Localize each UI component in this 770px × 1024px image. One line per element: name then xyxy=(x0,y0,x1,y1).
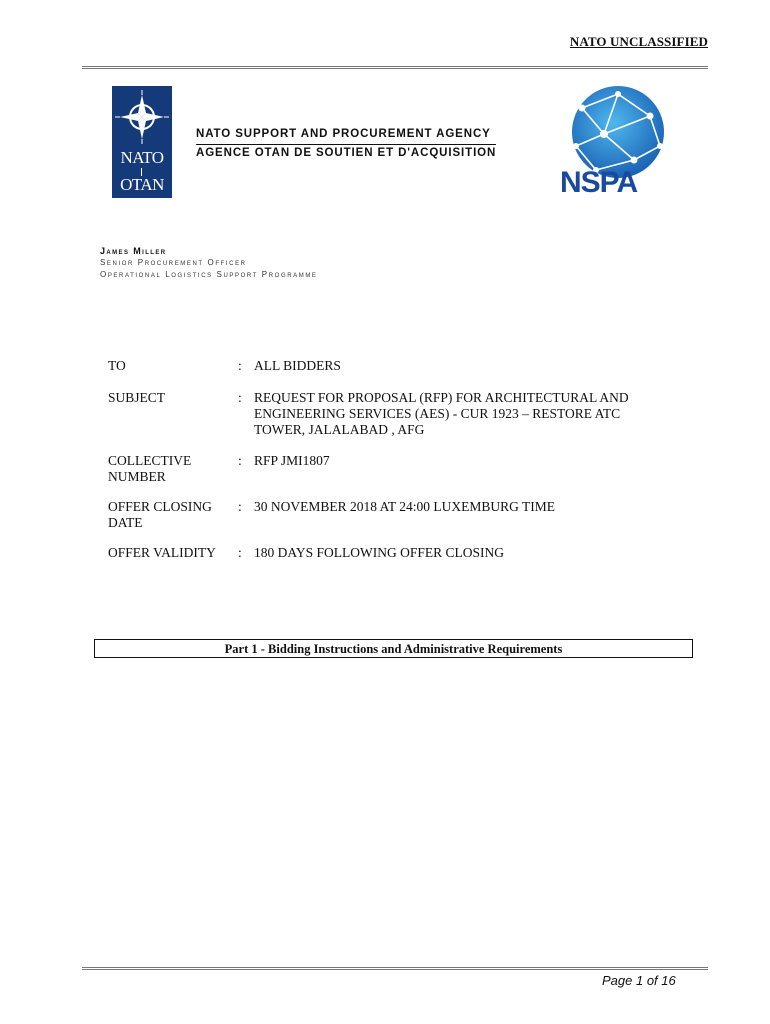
field-row-to xyxy=(108,358,668,374)
field-colon: : xyxy=(238,499,242,514)
sender-programme: Operational Logistics Support Programme xyxy=(100,270,318,279)
field-colon: : xyxy=(238,390,242,405)
nspa-logo-text: NSPA xyxy=(560,166,638,199)
page-number: Page 1 of 16 xyxy=(602,973,676,988)
field-value: 180 DAYS FOLLOWING OFFER CLOSING xyxy=(254,545,505,560)
field-colon: : xyxy=(238,358,242,373)
field-label: OFFER VALIDITY xyxy=(108,545,216,560)
field-row-offer-closing xyxy=(108,499,668,531)
field-label: SUBJECT xyxy=(108,390,166,405)
field-value: RFP JMI1807 xyxy=(254,453,330,468)
agency-name-block xyxy=(196,126,496,162)
nspa-logo xyxy=(556,84,678,200)
classification-marking: NATO UNCLASSIFIED xyxy=(569,34,708,49)
otan-logo-word: OTAN xyxy=(120,175,164,194)
field-label: OFFER CLOSING DATE xyxy=(108,499,212,530)
sender-block xyxy=(100,245,318,281)
field-row-subject xyxy=(108,390,668,438)
footer-divider xyxy=(82,967,708,970)
field-value: REQUEST FOR PROPOSAL (RFP) FOR ARCHITECTURAL AND ENGINEERING SERVICES (AES) - CUR 1923 – RESTORE ATC TOWER, JALALABAD , AFG xyxy=(254,390,629,437)
field-label: COLLECTIVE NUMBER xyxy=(108,453,192,484)
header-divider xyxy=(82,66,708,69)
sender-title: Senior Procurement Officer xyxy=(100,258,247,267)
nato-compass-icon xyxy=(112,86,172,148)
nato-logo xyxy=(112,86,172,198)
agency-name-french: AGENCE OTAN DE SOUTIEN ET D'ACQUISITION xyxy=(196,147,497,159)
agency-name-english: NATO SUPPORT AND PROCUREMENT AGENCY xyxy=(196,126,496,145)
part-title-box: Part 1 - Bidding Instructions and Administrative Requirements xyxy=(94,639,693,658)
sender-name: James Miller xyxy=(100,246,167,256)
field-colon: : xyxy=(238,453,242,468)
field-label: TO xyxy=(108,358,126,373)
nato-logo-word: NATO xyxy=(120,148,164,167)
field-colon: : xyxy=(238,545,242,560)
rfp-details xyxy=(108,358,668,561)
field-row-offer-validity xyxy=(108,545,668,561)
field-value: 30 NOVEMBER 2018 AT 24:00 LUXEMBURG TIME xyxy=(254,499,556,514)
field-row-collective-number xyxy=(108,453,668,485)
field-value: ALL BIDDERS xyxy=(254,358,341,373)
